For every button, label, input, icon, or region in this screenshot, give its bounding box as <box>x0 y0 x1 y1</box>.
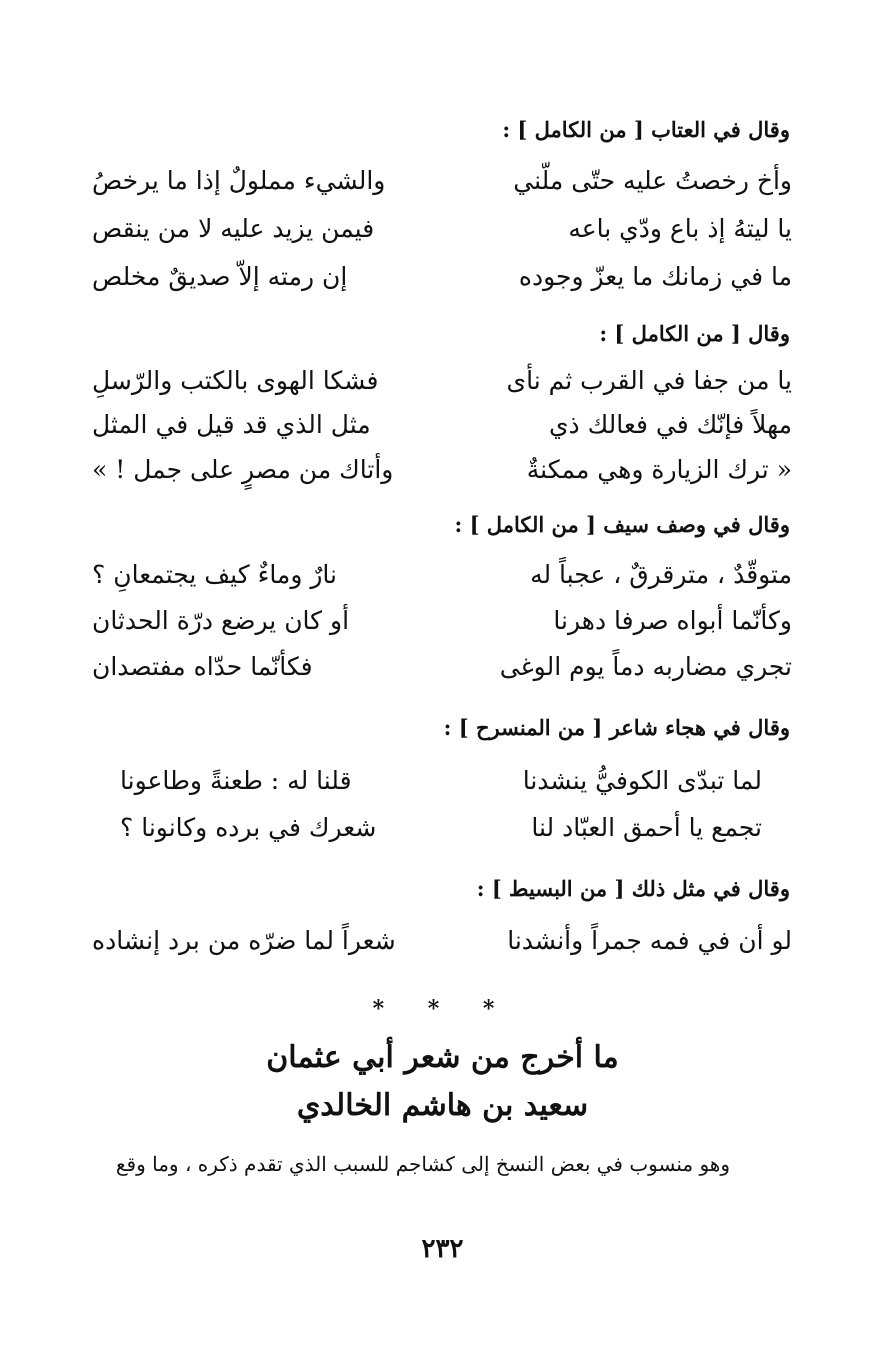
verse-line <box>80 766 792 806</box>
verse-second-hemistich: قلنا له : طعنةً وطاعونا <box>120 766 352 795</box>
verse-first-hemistich: يا من جفا في القرب ثم نأى <box>506 366 792 395</box>
verse-line <box>80 410 792 450</box>
verse-second-hemistich: فشكا الهوى بالكتب والرّسلِ <box>92 366 379 395</box>
page-number: ٢٣٢ <box>421 1234 464 1264</box>
verse-first-hemistich: لو أن في فمه جمراً وأنشدنا <box>507 926 792 955</box>
verse-line <box>80 652 792 692</box>
verse-line <box>80 262 792 302</box>
verse-first-hemistich: مهلاً فإنّك في فعالك ذي <box>548 410 792 439</box>
section-heading: وقال في مثل ذلك [ من البسيط ] : <box>476 876 790 901</box>
verse-line <box>80 560 792 600</box>
verse-first-hemistich: وأخ رخصتُ عليه حتّى ملّني <box>513 166 792 195</box>
verse-line <box>80 606 792 646</box>
verse-second-hemistich: مثل الذي قد قيل في المثل <box>92 410 371 439</box>
verse-line <box>80 366 792 406</box>
verse-line <box>80 214 792 254</box>
verse-first-hemistich: وكأنّما أبواه صرفا دهرنا <box>553 606 792 635</box>
section-heading: وقال [ من الكامل ] : <box>599 321 790 346</box>
verse-second-hemistich: فكأنّما حدّاه مفتصدان <box>92 652 313 681</box>
intro-paragraph: وهو منسوب في بعض النسخ إلى كشاجم للسبب الذي تقدم ذكره ، وما وقع <box>115 1152 730 1176</box>
section-heading: وقال في هجاء شاعر [ من المنسرح ] : <box>443 715 790 740</box>
verse-second-hemistich: شعراً لما ضرّه من برد إنشاده <box>92 926 396 955</box>
verse-first-hemistich: لما تبدّى الكوفيُّ ينشدنا <box>522 766 762 795</box>
section-heading: وقال في وصف سيف [ من الكامل ] : <box>454 512 790 537</box>
verse-second-hemistich: شعرك في برده وكانونا ؟ <box>120 813 377 842</box>
verse-first-hemistich: « ترك الزيارة وهي ممكنةٌ <box>526 455 792 484</box>
section-separator: * * * <box>372 996 513 1022</box>
verse-first-hemistich: تجري مضاربه دماً يوم الوغى <box>499 652 792 681</box>
section-heading: وقال في العتاب [ من الكامل ] : <box>502 117 790 142</box>
verse-second-hemistich: وأتاك من مصرٍ على جمل ! » <box>92 455 394 484</box>
verse-second-hemistich: فيمن يزيد عليه لا من ينقص <box>92 214 375 243</box>
chapter-title-line-2: سعيد بن هاشم الخالدي <box>296 1088 589 1123</box>
verse-second-hemistich: أو كان يرضع درّة الحدثان <box>92 606 350 635</box>
chapter-title-line-1: ما أخرج من شعر أبي عثمان <box>266 1040 619 1075</box>
verse-first-hemistich: يا ليتهُ إذ باع ودّي باعه <box>568 214 792 243</box>
verse-first-hemistich: ما في زمانك ما يعزّ وجوده <box>518 262 792 291</box>
verse-second-hemistich: والشيء مملولٌ إذا ما يرخصُ <box>92 166 386 195</box>
verse-first-hemistich: متوقّدٌ ، مترقرقٌ ، عجباً له <box>530 560 792 589</box>
verse-line <box>80 166 792 206</box>
verse-line <box>80 455 792 495</box>
verse-line <box>80 813 792 853</box>
verse-second-hemistich: نارٌ وماءٌ كيف يجتمعانِ ؟ <box>92 560 337 589</box>
verse-line <box>80 926 792 966</box>
verse-second-hemistich: إن رمته إلاّ صديقٌ مخلص <box>92 262 348 291</box>
verse-first-hemistich: تجمع يا أحمق العبّاد لنا <box>531 813 762 842</box>
